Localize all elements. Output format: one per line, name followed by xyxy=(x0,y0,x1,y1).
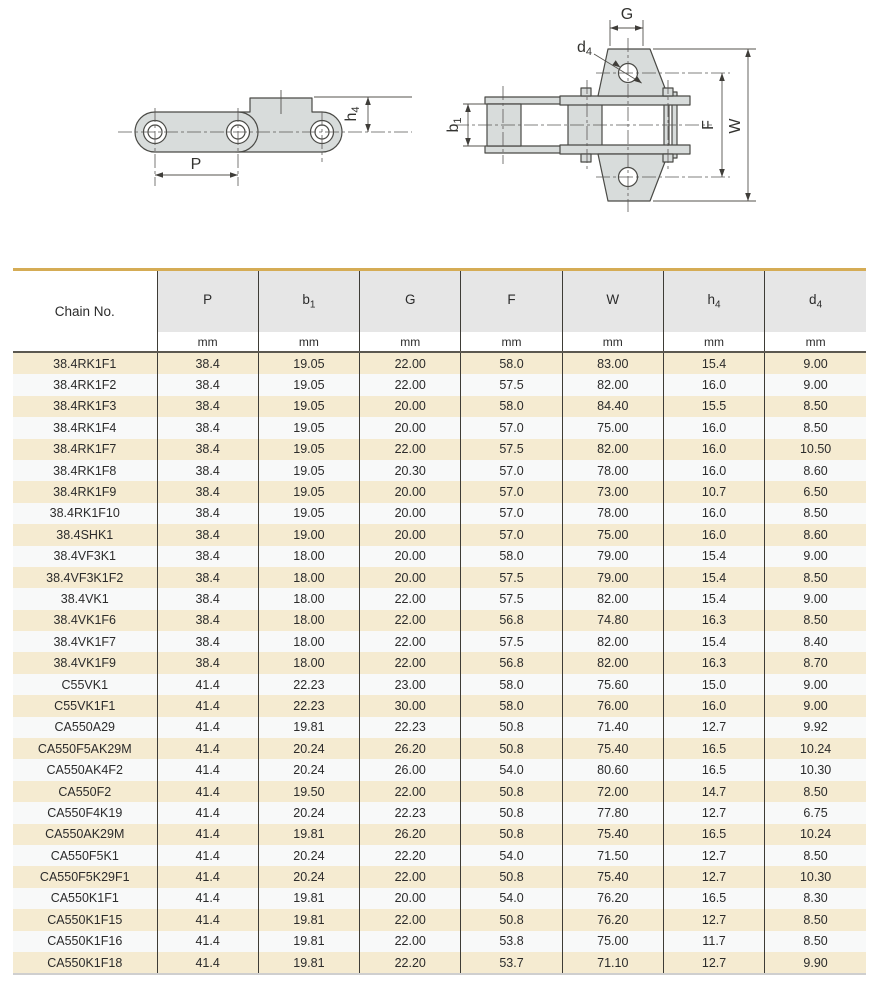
chain-no-cell: CA550K1F18 xyxy=(13,952,157,973)
value-cell: 57.5 xyxy=(461,631,562,652)
unit-cell: mm xyxy=(157,332,258,352)
table-row xyxy=(13,824,866,845)
value-cell: 38.4 xyxy=(157,396,258,417)
value-cell: 38.4 xyxy=(157,546,258,567)
table-row xyxy=(13,439,866,460)
chain-no-cell: 38.4VK1F7 xyxy=(13,631,157,652)
chain-no-cell: CA550F2 xyxy=(13,781,157,802)
chain-no-cell: CA550A29 xyxy=(13,717,157,738)
value-cell: 16.5 xyxy=(663,759,764,780)
value-cell: 76.00 xyxy=(562,695,663,716)
value-cell: 15.5 xyxy=(663,396,764,417)
table-row xyxy=(13,352,866,374)
col-header-W: W xyxy=(562,271,663,332)
value-cell: 20.24 xyxy=(258,802,359,823)
table-row xyxy=(13,738,866,759)
value-cell: 20.24 xyxy=(258,845,359,866)
value-cell: 9.92 xyxy=(803,720,828,735)
value-cell: 77.80 xyxy=(562,802,663,823)
col-header-F: F xyxy=(461,271,562,332)
col-header-d4: $d_4$ xyxy=(765,271,866,332)
value-cell: 41.4 xyxy=(157,781,258,802)
value-cell: 8.70 xyxy=(803,656,828,671)
value-cell: 6.75 xyxy=(803,805,828,820)
value-cell: 38.4 xyxy=(157,610,258,631)
w-label: W xyxy=(727,118,744,134)
value-cell: 10.24 xyxy=(799,827,832,842)
table-row xyxy=(13,610,866,631)
value-cell: 41.4 xyxy=(157,802,258,823)
value-cell: 71.50 xyxy=(562,845,663,866)
dimension-P xyxy=(155,156,238,178)
value-cell: 19.81 xyxy=(258,717,359,738)
value-cell: 8.50 xyxy=(803,420,828,435)
col-header-chain-no: Chain No. xyxy=(13,271,157,352)
value-cell: 82.00 xyxy=(562,374,663,395)
value-cell: 78.00 xyxy=(562,460,663,481)
value-cell: 16.3 xyxy=(663,610,764,631)
value-cell: 41.4 xyxy=(157,909,258,930)
chain-no-cell: 38.4VF3K1F2 xyxy=(13,567,157,588)
table-row xyxy=(13,396,866,417)
value-cell: 38.4 xyxy=(157,631,258,652)
chain-no-cell: C55VK1F1 xyxy=(13,695,157,716)
value-cell: 57.5 xyxy=(461,567,562,588)
value-cell: 16.0 xyxy=(663,503,764,524)
table-row xyxy=(13,674,866,695)
value-cell: 15.0 xyxy=(663,674,764,695)
value-cell: 20.24 xyxy=(258,759,359,780)
unit-cell: mm xyxy=(258,332,359,352)
pitch-label: P xyxy=(190,156,202,173)
value-cell: 18.00 xyxy=(258,652,359,673)
value-cell: 16.0 xyxy=(663,374,764,395)
value-cell: 57.0 xyxy=(461,503,562,524)
value-cell: 57.5 xyxy=(461,588,562,609)
table-row xyxy=(13,909,866,930)
value-cell: 38.4 xyxy=(157,439,258,460)
value-cell: 41.4 xyxy=(157,888,258,909)
value-cell: 8.50 xyxy=(803,848,828,863)
value-cell: 19.05 xyxy=(258,481,359,502)
value-cell: 19.81 xyxy=(258,824,359,845)
value-cell: 50.8 xyxy=(461,824,562,845)
value-cell: 15.4 xyxy=(663,588,764,609)
value-cell: 10.30 xyxy=(799,870,832,885)
value-cell: 15.4 xyxy=(663,567,764,588)
value-cell: 16.0 xyxy=(663,460,764,481)
value-cell: 10.30 xyxy=(799,763,832,778)
value-cell: 74.80 xyxy=(562,610,663,631)
table-row xyxy=(13,759,866,780)
value-cell: 38.4 xyxy=(157,460,258,481)
value-cell: 75.40 xyxy=(562,866,663,887)
value-cell: 15.4 xyxy=(663,352,764,374)
value-cell: 18.00 xyxy=(258,546,359,567)
value-cell: 8.40 xyxy=(803,634,828,649)
b1-label: b1 xyxy=(445,117,464,133)
value-cell: 58.0 xyxy=(461,695,562,716)
dimension-F xyxy=(700,73,725,177)
value-cell: 8.50 xyxy=(803,613,828,628)
value-cell: 75.00 xyxy=(562,524,663,545)
value-cell: 22.00 xyxy=(360,588,461,609)
value-cell: 41.4 xyxy=(157,824,258,845)
value-cell: 57.5 xyxy=(461,439,562,460)
value-cell: 72.00 xyxy=(562,781,663,802)
d4-label: d4 xyxy=(576,39,592,58)
value-cell: 22.23 xyxy=(258,695,359,716)
value-cell: 22.23 xyxy=(360,802,461,823)
value-cell: 54.0 xyxy=(461,845,562,866)
value-cell: 75.40 xyxy=(562,738,663,759)
value-cell: 58.0 xyxy=(461,352,562,374)
chain-no-cell: CA550K1F15 xyxy=(13,909,157,930)
value-cell: 9.00 xyxy=(803,549,828,564)
table-body xyxy=(13,352,866,973)
value-cell: 53.7 xyxy=(461,952,562,973)
value-cell: 9.00 xyxy=(803,698,828,713)
top-view-drawing xyxy=(445,6,756,212)
value-cell: 8.50 xyxy=(803,934,828,949)
chain-no-cell: 38.4RK1F7 xyxy=(13,439,157,460)
table-row xyxy=(13,631,866,652)
value-cell: 41.4 xyxy=(157,952,258,973)
table-row xyxy=(13,695,866,716)
value-cell: 50.8 xyxy=(461,909,562,930)
chain-no-cell: 38.4RK1F9 xyxy=(13,481,157,502)
value-cell: 71.40 xyxy=(562,717,663,738)
chain-spec-table xyxy=(13,268,866,975)
value-cell: 22.23 xyxy=(258,674,359,695)
table-row xyxy=(13,481,866,502)
value-cell: 75.40 xyxy=(562,824,663,845)
value-cell: 22.00 xyxy=(360,631,461,652)
value-cell: 22.00 xyxy=(360,652,461,673)
value-cell: 56.8 xyxy=(461,652,562,673)
value-cell: 8.50 xyxy=(803,399,828,414)
chain-no-cell: CA550F4K19 xyxy=(13,802,157,823)
unit-cell: mm xyxy=(360,332,461,352)
chain-no-cell: CA550F5K1 xyxy=(13,845,157,866)
value-cell: 15.4 xyxy=(663,546,764,567)
value-cell: 41.4 xyxy=(157,866,258,887)
chain-no-cell: 38.4RK1F10 xyxy=(13,503,157,524)
table-row xyxy=(13,888,866,909)
value-cell: 16.5 xyxy=(663,738,764,759)
value-cell: 50.8 xyxy=(461,866,562,887)
value-cell: 79.00 xyxy=(562,567,663,588)
value-cell: 20.24 xyxy=(258,738,359,759)
value-cell: 22.20 xyxy=(360,845,461,866)
value-cell: 20.00 xyxy=(360,888,461,909)
table-row xyxy=(13,374,866,395)
value-cell: 23.00 xyxy=(360,674,461,695)
chain-no-cell: 38.4VK1F9 xyxy=(13,652,157,673)
value-cell: 16.3 xyxy=(663,652,764,673)
value-cell: 22.00 xyxy=(360,781,461,802)
table-row xyxy=(13,524,866,545)
chain-no-cell: 38.4VF3K1 xyxy=(13,546,157,567)
value-cell: 8.50 xyxy=(803,784,828,799)
value-cell: 58.0 xyxy=(461,396,562,417)
table-row xyxy=(13,781,866,802)
chain-no-cell: 38.4VK1F6 xyxy=(13,610,157,631)
value-cell: 11.7 xyxy=(663,931,764,952)
value-cell: 20.00 xyxy=(360,546,461,567)
spec-table xyxy=(13,271,866,973)
value-cell: 16.0 xyxy=(663,695,764,716)
value-cell: 12.7 xyxy=(663,952,764,973)
value-cell: 41.4 xyxy=(157,931,258,952)
value-cell: 16.5 xyxy=(663,824,764,845)
value-cell: 41.4 xyxy=(157,674,258,695)
value-cell: 38.4 xyxy=(157,588,258,609)
value-cell: 19.05 xyxy=(258,439,359,460)
value-cell: 12.7 xyxy=(663,909,764,930)
chain-no-cell: 38.4RK1F3 xyxy=(13,396,157,417)
table-row xyxy=(13,931,866,952)
value-cell: 12.7 xyxy=(663,866,764,887)
value-cell: 18.00 xyxy=(258,610,359,631)
value-cell: 9.00 xyxy=(803,356,828,371)
value-cell: 38.4 xyxy=(157,374,258,395)
value-cell: 19.00 xyxy=(258,524,359,545)
value-cell: 53.8 xyxy=(461,931,562,952)
value-cell: 10.7 xyxy=(663,481,764,502)
value-cell: 50.8 xyxy=(461,781,562,802)
value-cell: 9.00 xyxy=(803,677,828,692)
value-cell: 73.00 xyxy=(562,481,663,502)
value-cell: 15.4 xyxy=(663,631,764,652)
chain-no-cell: CA550K1F16 xyxy=(13,931,157,952)
g-label: G xyxy=(620,6,634,23)
table-row xyxy=(13,460,866,481)
value-cell: 19.81 xyxy=(258,888,359,909)
value-cell: 19.81 xyxy=(258,931,359,952)
table-row xyxy=(13,546,866,567)
col-header-h4: $h_4$ xyxy=(663,271,764,332)
value-cell: 19.81 xyxy=(258,952,359,973)
value-cell: 82.00 xyxy=(562,652,663,673)
value-cell: 8.50 xyxy=(803,912,828,927)
value-cell: 12.7 xyxy=(663,845,764,866)
value-cell: 26.20 xyxy=(360,738,461,759)
value-cell: 50.8 xyxy=(461,738,562,759)
value-cell: 75.60 xyxy=(562,674,663,695)
table-row xyxy=(13,652,866,673)
value-cell: 19.05 xyxy=(258,396,359,417)
value-cell: 57.5 xyxy=(461,374,562,395)
value-cell: 58.0 xyxy=(461,674,562,695)
value-cell: 20.00 xyxy=(360,417,461,438)
value-cell: 18.00 xyxy=(258,567,359,588)
value-cell: 10.24 xyxy=(799,741,832,756)
value-cell: 8.30 xyxy=(803,891,828,906)
value-cell: 16.0 xyxy=(663,439,764,460)
chain-no-cell: 38.4RK1F2 xyxy=(13,374,157,395)
value-cell: 75.00 xyxy=(562,931,663,952)
value-cell: 22.00 xyxy=(360,931,461,952)
chain-no-cell: CA550F5K29F1 xyxy=(13,866,157,887)
value-cell: 26.20 xyxy=(360,824,461,845)
value-cell: 22.00 xyxy=(360,909,461,930)
chain-no-cell: 38.4RK1F8 xyxy=(13,460,157,481)
value-cell: 38.4 xyxy=(157,652,258,673)
value-cell: 82.00 xyxy=(562,439,663,460)
h4-label: h4 xyxy=(343,106,362,122)
value-cell: 50.8 xyxy=(461,717,562,738)
table-row xyxy=(13,503,866,524)
value-cell: 8.60 xyxy=(803,463,828,478)
value-cell: 14.7 xyxy=(663,781,764,802)
value-cell: 18.00 xyxy=(258,631,359,652)
value-cell: 19.05 xyxy=(258,352,359,374)
chain-no-cell: CA550AK29M xyxy=(13,824,157,845)
value-cell: 22.00 xyxy=(360,374,461,395)
value-cell: 30.00 xyxy=(360,695,461,716)
value-cell: 22.20 xyxy=(360,952,461,973)
col-header-b1: $b_1$ xyxy=(258,271,359,332)
value-cell: 41.4 xyxy=(157,695,258,716)
value-cell: 57.0 xyxy=(461,481,562,502)
value-cell: 20.00 xyxy=(360,524,461,545)
value-cell: 18.00 xyxy=(258,588,359,609)
value-cell: 22.00 xyxy=(360,610,461,631)
chain-no-cell: 38.4SHK1 xyxy=(13,524,157,545)
chain-no-cell: CA550K1F1 xyxy=(13,888,157,909)
value-cell: 41.4 xyxy=(157,717,258,738)
value-cell: 57.0 xyxy=(461,417,562,438)
value-cell: 20.30 xyxy=(360,460,461,481)
table-row xyxy=(13,802,866,823)
chain-no-cell: 38.4VK1 xyxy=(13,588,157,609)
value-cell: 41.4 xyxy=(157,759,258,780)
value-cell: 41.4 xyxy=(157,738,258,759)
value-cell: 76.20 xyxy=(562,909,663,930)
value-cell: 19.05 xyxy=(258,503,359,524)
unit-cell: mm xyxy=(562,332,663,352)
value-cell: 9.00 xyxy=(803,591,828,606)
value-cell: 20.24 xyxy=(258,866,359,887)
unit-cell: mm xyxy=(765,332,866,352)
unit-cell: mm xyxy=(663,332,764,352)
value-cell: 22.00 xyxy=(360,866,461,887)
value-cell: 19.05 xyxy=(258,374,359,395)
table-row xyxy=(13,845,866,866)
value-cell: 19.05 xyxy=(258,460,359,481)
value-cell: 8.60 xyxy=(803,527,828,542)
value-cell: 12.7 xyxy=(663,802,764,823)
value-cell: 56.8 xyxy=(461,610,562,631)
value-cell: 71.10 xyxy=(562,952,663,973)
table-row xyxy=(13,417,866,438)
value-cell: 58.0 xyxy=(461,546,562,567)
value-cell: 78.00 xyxy=(562,503,663,524)
value-cell: 10.50 xyxy=(799,442,832,457)
value-cell: 38.4 xyxy=(157,417,258,438)
value-cell: 50.8 xyxy=(461,802,562,823)
chain-no-cell: 38.4RK1F4 xyxy=(13,417,157,438)
value-cell: 80.60 xyxy=(562,759,663,780)
unit-cell: mm xyxy=(461,332,562,352)
value-cell: 8.50 xyxy=(803,506,828,521)
value-cell: 82.00 xyxy=(562,631,663,652)
value-cell: 19.05 xyxy=(258,417,359,438)
chain-no-cell: CA550F5AK29M xyxy=(13,738,157,759)
value-cell: 8.50 xyxy=(803,570,828,585)
value-cell: 9.00 xyxy=(803,378,828,393)
value-cell: 75.00 xyxy=(562,417,663,438)
table-header xyxy=(13,271,866,352)
dimension-G xyxy=(610,6,643,46)
value-cell: 38.4 xyxy=(157,481,258,502)
chain-no-cell: CA550AK4F2 xyxy=(13,759,157,780)
f-label: F xyxy=(700,120,717,130)
value-cell: 26.00 xyxy=(360,759,461,780)
value-cell: 83.00 xyxy=(562,352,663,374)
value-cell: 79.00 xyxy=(562,546,663,567)
col-header-G: G xyxy=(360,271,461,332)
table-row xyxy=(13,952,866,973)
value-cell: 38.4 xyxy=(157,524,258,545)
chain-technical-drawings xyxy=(0,0,879,245)
value-cell: 22.00 xyxy=(360,439,461,460)
value-cell: 9.90 xyxy=(803,955,828,970)
value-cell: 84.40 xyxy=(562,396,663,417)
value-cell: 54.0 xyxy=(461,759,562,780)
col-header-P: P xyxy=(157,271,258,332)
side-view-drawing xyxy=(118,90,412,186)
value-cell: 38.4 xyxy=(157,503,258,524)
value-cell: 38.4 xyxy=(157,352,258,374)
value-cell: 16.0 xyxy=(663,524,764,545)
value-cell: 57.0 xyxy=(461,460,562,481)
value-cell: 54.0 xyxy=(461,888,562,909)
value-cell: 12.7 xyxy=(663,717,764,738)
value-cell: 16.5 xyxy=(663,888,764,909)
value-cell: 22.23 xyxy=(360,717,461,738)
value-cell: 38.4 xyxy=(157,567,258,588)
table-row xyxy=(13,866,866,887)
table-row xyxy=(13,717,866,738)
value-cell: 41.4 xyxy=(157,845,258,866)
chain-no-cell: C55VK1 xyxy=(13,674,157,695)
value-cell: 6.50 xyxy=(803,485,828,500)
value-cell: 20.00 xyxy=(360,503,461,524)
value-cell: 19.81 xyxy=(258,909,359,930)
value-cell: 20.00 xyxy=(360,396,461,417)
chain-no-cell: 38.4RK1F1 xyxy=(13,352,157,374)
table-row xyxy=(13,567,866,588)
value-cell: 57.0 xyxy=(461,524,562,545)
value-cell: 19.50 xyxy=(258,781,359,802)
value-cell: 82.00 xyxy=(562,588,663,609)
value-cell: 22.00 xyxy=(360,352,461,374)
value-cell: 76.20 xyxy=(562,888,663,909)
value-cell: 16.0 xyxy=(663,417,764,438)
value-cell: 20.00 xyxy=(360,481,461,502)
value-cell: 20.00 xyxy=(360,567,461,588)
table-row xyxy=(13,588,866,609)
